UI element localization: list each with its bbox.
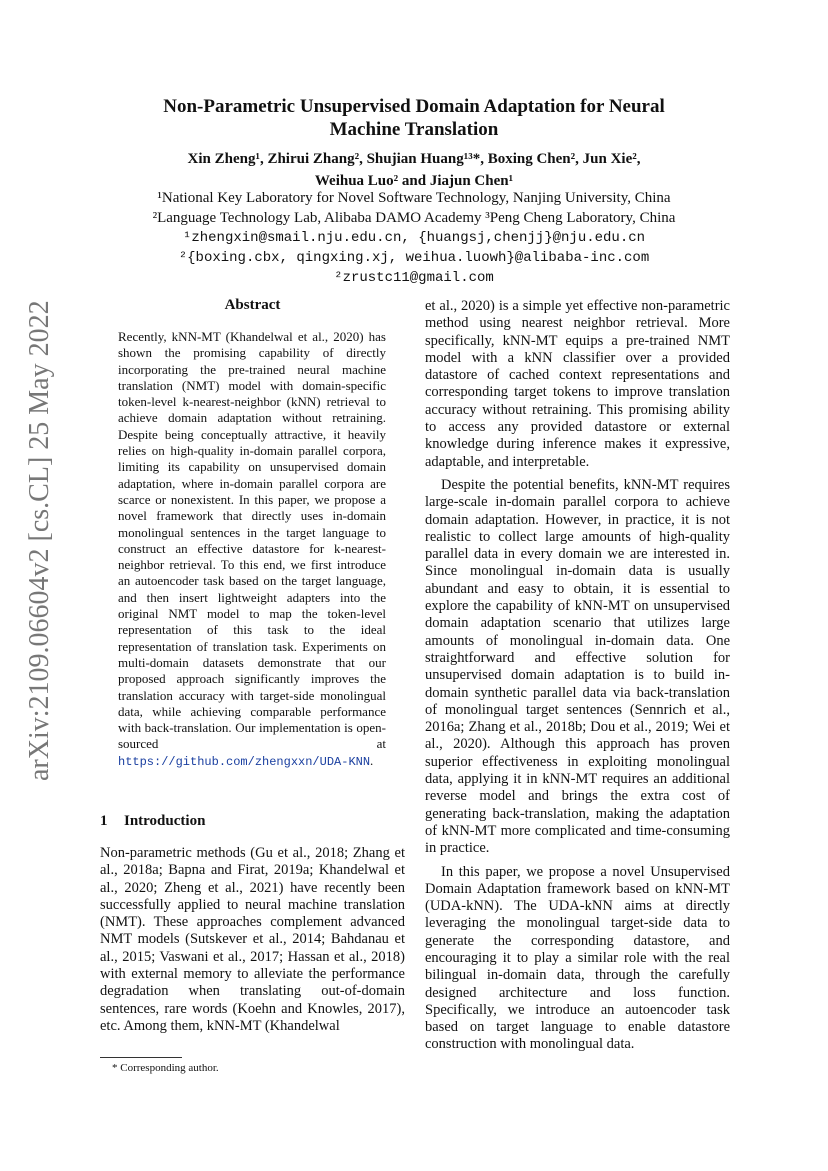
authors-line-1: Xin Zheng¹, Zhirui Zhang², Shujian Huang¹³*, Boxing Chen², Jun Xie²,: [187, 151, 641, 167]
title-line-2: Machine Translation: [329, 119, 499, 140]
affiliation-2: ²Language Technology Lab, Alibaba DAMO Academy ³Peng Cheng Laboratory, China: [152, 210, 676, 226]
author-list: [0, 148, 828, 192]
right-paragraph-2: Despite the potential benefits, kNN-MT requires large-scale in-domain parallel corpora to achieve domain adaptation. However, in practice, it is not realistic to collect large amounts of high-quality parallel data in every domain we are interested in. Since monolingual in-domain data is usually abundant and easy to obtain, it is essential to explore the capability of kNN-MT on unsupervised domain adaptation scenario that utilizes large amounts of monolingual in-domain data. One straightforward and effective solution for unsupervised domain adaptation is to build in-domain synthetic parallel data via back-translation of monolingual target sentences (Sennrich et al., 2016a; Zhang et al., 2018b; Dou et al., 2019; Wei et al., 2020). Although this approach has proven superior effectiveness in exploiting monolingual data, applying it in kNN-MT requires an additional reverse model and brings the extra cost of generating back-translation, making the adaptation of kNN-MT more complicated and time-consuming in practice.: [425, 476, 730, 857]
intro-paragraph-1: Non-parametric methods (Gu et al., 2018; Zhang et al., 2018a; Bapna and Firat, 2019a; Khandelwal et al., 2020; Zheng et al., 2021) have recently been successfully applied to neural machine translation (NMT). These approaches complement advanced NMT models (Sutskever et al., 2014; Bahdanau et al., 2015; Vaswani et al., 2017; Hassan et al., 2018) with external memory to alleviate the performance degradation when translating out-of-domain sentences, rare words (Koehn and Knowles, 2017), etc. Among them, kNN-MT (Khandelwal: [100, 845, 405, 1034]
abstract-text: Recently, kNN-MT (Khandelwal et al., 2020) has shown the promising capability of directly incorporating the pre-trained neural machine translation (NMT) model with domain-specific token-level k-nearest-neighbor (kNN) retrieval to achieve domain adaptation without retraining. Despite being conceptually attractive, it heavily relies on high-quality in-domain parallel corpora, limiting its capability on unsupervised domain adaptation, where in-domain parallel corpora are scarce or nonexistent. In this paper, we propose a novel framework that directly uses in-domain monolingual sentences in the target language to construct an effective datastore for k-nearest-neighbor retrieval. To this end, we first introduce an autoencoder task based on the target language, and then insert lightweight adapters into the original NMT model to map the token-level representation of this task to the ideal representation of translation task. Experiments on multi-domain datasets demonstrate that our proposed approach significantly improves the translation accuracy with target-side monolingual data, while achieving comparable performance with back-translation. Our implementation is open-sourced at: [118, 329, 386, 752]
email-line-2: ²{boxing.cbx, qingxing.xj, weihua.luowh}@alibaba-inc.com: [178, 250, 650, 266]
arxiv-identifier: arXiv:2109.06604v2 [cs.CL] 25 May 2022: [24, 300, 55, 781]
section-heading: [100, 813, 405, 830]
code-url-link[interactable]: https://github.com/zhengxxn/UDA-KNN: [118, 754, 371, 769]
section-number: 1: [100, 813, 108, 829]
right-paragraph-3: In this paper, we propose a novel Unsupervised Domain Adaptation framework based on kNN-MT (UDA-kNN). The UDA-kNN aims at directly leveraging the monolingual target-side data to generate the corresponding datastore, and encouraging it to play a similar role with the real bilingual in-domain data, through the carefully designed architecture and loss function. Specifically, we introduce an autoencoder task based on target language to enable datastore construction with monolingual data.: [425, 863, 730, 1053]
footnote: * Corresponding author.: [112, 1062, 219, 1074]
affiliation-1: ¹National Key Laboratory for Novel Software Technology, Nanjing University, China: [157, 190, 671, 206]
title-line-1: Non-Parametric Unsupervised Domain Adaptation for Neural: [163, 96, 665, 117]
abstract-body: Recently, kNN-MT (Khandelwal et al., 2020) has shown the promising capability of directly incorporating the pre-trained neural machine translation (NMT) model with domain-specific token-level k-nearest-neighbor (kNN) retrieval to achieve domain adaptation without retraining. Despite being conceptually attractive, it heavily relies on high-quality in-domain parallel corpora, limiting its capability on unsupervised domain adaptation, where in-domain parallel corpora are scarce or nonexistent. In this paper, we propose a novel framework that directly uses in-domain monolingual sentences in the target language to construct an effective datastore for k-nearest-neighbor retrieval. To this end, we first introduce an autoencoder task based on the target language, and then insert lightweight adapters into the original NMT model to map the token-level representation of this task to the ideal representation of translation task. Experiments on multi-domain datasets demonstrate that our proposed approach significantly improves the translation accuracy with target-side monolingual data, while achieving comparable performance with back-translation. Our implementation is open-sourced at https://github.com/zhengxxn/UDA-KNN.: [118, 329, 386, 769]
left-column-body: [100, 845, 405, 1041]
paper-title: [0, 95, 828, 141]
footnote-rule: [100, 1057, 182, 1058]
right-column-body: [425, 298, 730, 1060]
abstract-heading: Abstract: [224, 297, 281, 313]
email-line-1: ¹zhengxin@smail.nju.edu.cn, {huangsj,chenjj}@nju.edu.cn: [182, 230, 646, 246]
email-line-3: ²zrustc11@gmail.com: [334, 270, 494, 286]
section-title: Introduction: [124, 813, 206, 829]
authors-line-2: Weihua Luo² and Jiajun Chen¹: [314, 173, 514, 189]
right-paragraph-1: et al., 2020) is a simple yet effective non-parametric method using nearest neighbor retrieval. More specifically, kNN-MT equips a pre-trained NMT model with a kNN classifier over a provided datastore of cached context representations and corresponding target tokens to improve translation accuracy without retraining. This promising ability to access any provided datastore or external knowledge during inference makes it expressive, adaptable, and interpretable.: [425, 298, 730, 470]
